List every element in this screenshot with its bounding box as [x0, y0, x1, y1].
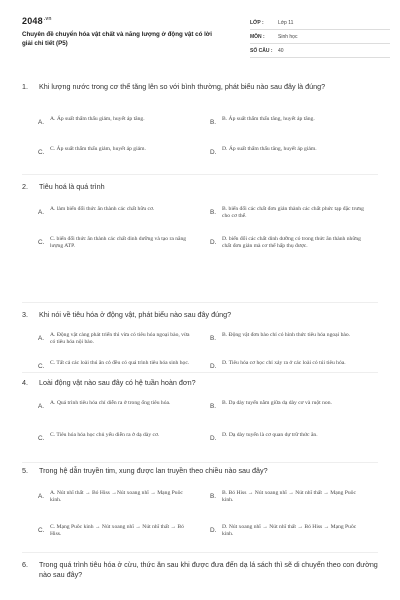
- divider: [22, 552, 378, 553]
- option-b[interactable]: [210, 490, 382, 504]
- divider: [22, 302, 378, 303]
- option-c[interactable]: [38, 432, 210, 442]
- option-b[interactable]: [210, 206, 382, 220]
- meta-value: 40: [278, 47, 284, 54]
- option-text: B. Dạ dày tuyến nằm giữa dạ dày cơ và ruột non.: [222, 400, 332, 406]
- option-b[interactable]: [210, 332, 382, 342]
- option-d[interactable]: [210, 236, 382, 250]
- question-text: Khi nói về tiêu hóa ở động vật, phát biểu nào sau đây đúng?: [39, 310, 232, 319]
- option-b[interactable]: [210, 116, 382, 126]
- meta-row-class: [250, 16, 390, 30]
- option-c[interactable]: [38, 360, 210, 370]
- question-stem: [22, 310, 382, 320]
- divider: [22, 462, 378, 463]
- question-5: [22, 466, 382, 538]
- option-c[interactable]: [38, 524, 210, 538]
- option-text: B. biến đổi các chất đơn giản thành các chất phức tạp đặc trưng cho cơ thể.: [222, 206, 364, 220]
- option-text: B. Áp suất thẩm thấu tăng, huyết áp tăng.: [222, 116, 315, 122]
- option-text: C. Tất cả các loài thú ăn cỏ đều có quá trình tiêu hóa sinh học.: [50, 360, 190, 366]
- option-letter: C.: [38, 363, 45, 370]
- option-letter: A.: [38, 209, 45, 216]
- divider: [22, 174, 378, 175]
- option-a[interactable]: [38, 490, 210, 504]
- question-4: [22, 378, 382, 442]
- question-number: 2.: [22, 182, 28, 191]
- option-d[interactable]: [210, 146, 382, 156]
- option-letter: A.: [38, 403, 45, 410]
- option-text: D. Dạ dày tuyến là cơ quan dự trữ thức ăn.: [222, 432, 318, 438]
- question-text: Khi lượng nước trong cơ thể tăng lên so với bình thường, phát biểu nào sau đây là đúng?: [39, 82, 326, 91]
- question-stem: [22, 182, 382, 192]
- option-text: C. Áp suất thẩm thấu giảm, huyết áp giảm.: [50, 146, 146, 152]
- question-text: Trong quá trình tiêu hóa ở cừu, thức ăn sau khi được đưa đến dạ lá sách thì sẽ di chuyển theo con đường nào sau đây?: [39, 560, 378, 579]
- option-text: A. Áp suất thẩm thấu giảm, huyết áp tăng.: [50, 116, 145, 122]
- option-text: D. Áp suất thẩm thấu tăng, huyết áp giảm.: [222, 146, 317, 152]
- option-text: B. Động vật đơn bào chỉ có hình thức tiêu hóa ngoại bào.: [222, 332, 351, 338]
- meta-label: SỐ CÂU :: [250, 47, 273, 54]
- option-text: C. biến đổi thức ăn thành các chất dinh dưỡng và tạo ra năng lượng ATP.: [50, 236, 187, 250]
- question-text: Loài động vật nào sau đây có hệ tuần hoàn đơn?: [39, 378, 196, 387]
- question-number: 3.: [22, 310, 28, 319]
- option-text: A. làm biến đổi thức ăn thành các chất hữu cơ.: [50, 206, 155, 212]
- question-number: 5.: [22, 466, 28, 475]
- question-text: Trong hệ dẫn truyền tim, xung được lan truyền theo chiều nào sau đây?: [39, 466, 268, 475]
- question-1: [22, 82, 382, 156]
- meta-label: LỚP :: [250, 19, 264, 26]
- option-letter: D.: [210, 239, 217, 246]
- question-stem: [22, 560, 382, 579]
- logo-suffix: .vn: [43, 16, 52, 22]
- option-letter: C.: [38, 239, 45, 246]
- option-letter: B.: [210, 119, 217, 126]
- option-letter: A.: [38, 335, 45, 342]
- option-letter: B.: [210, 403, 217, 410]
- option-letter: D.: [210, 527, 217, 534]
- option-letter: B.: [210, 493, 217, 500]
- question-stem: [22, 82, 382, 92]
- option-text: D. Nút xoang nhĩ → Nút nhĩ thất → Bó Hiss → Mạng Puôc kinh.: [222, 524, 357, 538]
- question-6: [22, 560, 382, 579]
- meta-value: Lớp 11: [278, 19, 294, 26]
- option-letter: D.: [210, 149, 217, 156]
- option-text: C. Mạng Puôc kinh → Nút xoang nhĩ → Nút nhĩ thất → Bó Hiss.: [50, 524, 184, 538]
- option-text: D. biến đổi các chất dinh dưỡng có trong thức ăn thành những chất đơn giản mà cơ thể hấp thụ được.: [222, 236, 361, 250]
- option-b[interactable]: [210, 400, 382, 410]
- option-letter: A.: [38, 119, 45, 126]
- page-header: [22, 14, 382, 58]
- question-stem: [22, 378, 382, 388]
- option-letter: C.: [38, 435, 45, 442]
- option-a[interactable]: [38, 332, 210, 346]
- option-c[interactable]: [38, 236, 210, 250]
- option-text: A. Nút nhĩ thất → Bó Hiss →Nút xoang nhĩ → Mạng Puôc kinh.: [50, 490, 183, 504]
- option-c[interactable]: [38, 146, 210, 156]
- meta-row-subject: [250, 30, 390, 44]
- question-2: [22, 182, 382, 250]
- option-d[interactable]: [210, 360, 382, 370]
- option-letter: B.: [210, 335, 217, 342]
- option-letter: C.: [38, 527, 45, 534]
- option-letter: D.: [210, 435, 217, 442]
- question-number: 4.: [22, 378, 28, 387]
- option-text: A. Động vật càng phát triển thì vừa có tiêu hóa ngoại bào, vừa có tiêu hóa nội bào.: [50, 332, 190, 346]
- option-letter: B.: [210, 209, 217, 216]
- option-a[interactable]: [38, 400, 210, 410]
- option-a[interactable]: [38, 116, 210, 126]
- site-logo[interactable]: [22, 16, 52, 26]
- question-3: [22, 310, 382, 370]
- option-letter: D.: [210, 363, 217, 370]
- meta-info: [250, 16, 390, 58]
- option-text: B. Bó Hiss → Nút xoang nhĩ → Nút nhĩ thất → Mạng Puôc kinh.: [222, 490, 356, 504]
- meta-label: MÔN :: [250, 33, 265, 40]
- option-text: C. Tiêu hóa hóa học chủ yếu diễn ra ở dạ dày cơ.: [50, 432, 160, 438]
- meta-value: Sinh học: [278, 33, 298, 40]
- question-stem: [22, 466, 382, 476]
- option-text: A. Quá trình tiêu hóa chỉ diễn ra ở trong ống tiêu hóa.: [50, 400, 171, 406]
- question-text: Tiêu hoá là quá trình: [39, 182, 105, 191]
- page-title: Chuyên đề chuyển hóa vật chất và năng lượng ở động vật có lời giải chi tiết (P5): [22, 31, 212, 47]
- option-letter: C.: [38, 149, 45, 156]
- divider: [22, 372, 378, 373]
- question-number: 6.: [22, 560, 28, 569]
- logo-text: 2048: [22, 16, 43, 26]
- option-a[interactable]: [38, 206, 210, 216]
- question-number: 1.: [22, 82, 28, 91]
- option-text: D. Tiêu hóa cơ học chỉ xảy ra ở các loài có túi tiêu hóa.: [222, 360, 346, 366]
- meta-row-count: [250, 44, 390, 58]
- option-letter: A.: [38, 493, 45, 500]
- option-d[interactable]: [210, 432, 382, 442]
- option-d[interactable]: [210, 524, 382, 538]
